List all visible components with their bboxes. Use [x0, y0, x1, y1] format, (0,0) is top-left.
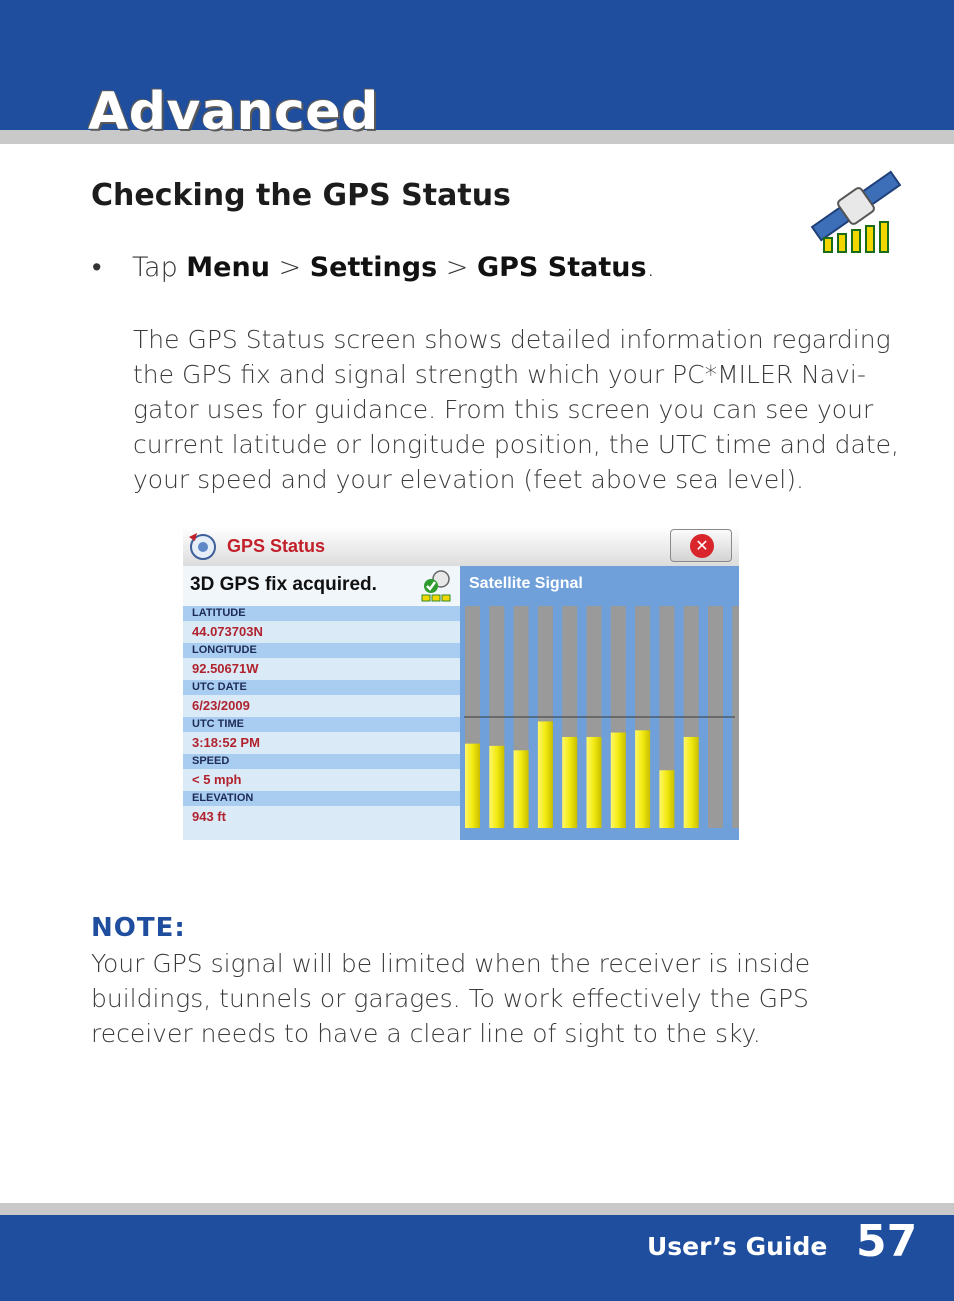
longitude-value: 92.50671W [183, 658, 460, 680]
settings-label: Settings [309, 252, 438, 283]
separator: > [437, 252, 477, 283]
note-line: buildings, tunnels or garages. To work effectively the GPS [91, 984, 809, 1013]
elevation-value: 943 ft [183, 806, 460, 828]
satellite-signal-panel [460, 566, 739, 840]
satellite-signal-icon [804, 168, 908, 256]
page-number: 57 [856, 1216, 918, 1267]
signal-bar [514, 750, 529, 828]
fix-status-text: 3D GPS fix acquired. [190, 574, 377, 595]
signal-bar [635, 730, 650, 828]
body-line: gator uses for guidance. From this screen you can see your [133, 395, 874, 424]
signal-bar [611, 733, 626, 828]
instruction-lead: Tap [132, 252, 187, 283]
note-body [91, 946, 851, 1051]
instruction-line [92, 252, 655, 283]
body-line: the GPS fix and signal strength which your PC*MILER Navi- [133, 360, 866, 389]
note-heading: NOTE: [91, 913, 186, 943]
close-button[interactable] [670, 529, 732, 562]
utc-date-value: 6/23/2009 [183, 695, 460, 717]
signal-bar [538, 721, 553, 828]
device-title: GPS Status [227, 536, 326, 556]
signal-bar [489, 746, 504, 828]
fix-check-icon [419, 568, 455, 604]
longitude-label: LONGITUDE [183, 643, 460, 658]
speed-value: < 5 mph [183, 769, 460, 791]
utc-date-label: UTC DATE [183, 680, 460, 695]
gps-status-screenshot [183, 527, 739, 840]
signal-bar [684, 737, 699, 828]
chapter-title: Advanced [88, 82, 379, 142]
gps-fields [183, 606, 460, 828]
gps-status-icon [185, 529, 221, 561]
gps-info-panel [183, 566, 460, 840]
elevation-label: ELEVATION [183, 791, 460, 806]
close-icon: ✕ [690, 534, 714, 558]
body-line: your speed and your elevation (feet above sea level). [133, 465, 804, 494]
footer-rule [0, 1203, 954, 1215]
body-line: The GPS Status screen shows detailed information regarding [133, 325, 891, 354]
gps-status-label: GPS Status [476, 252, 647, 283]
body-paragraph [133, 322, 899, 497]
section-title: Checking the GPS Status [91, 178, 511, 213]
bullet: • [92, 252, 102, 283]
signal-bar [465, 744, 480, 828]
utc-time-label: UTC TIME [183, 717, 460, 732]
speed-label: SPEED [183, 754, 460, 769]
latitude-value: 44.073703N [183, 621, 460, 643]
footer-label: User’s Guide [647, 1232, 828, 1261]
satellite-signal-title: Satellite Signal [469, 575, 583, 592]
satellite-signal-chart [460, 606, 739, 832]
device-titlebar [183, 527, 739, 567]
note-line: Your GPS signal will be limited when the receiver is inside [91, 949, 811, 978]
menu-label: Menu [186, 252, 270, 283]
separator: > [269, 252, 310, 283]
note-line: receiver needs to have a clear line of sight to the sky. [91, 1019, 761, 1048]
latitude-label: LATITUDE [183, 606, 460, 621]
signal-bar [562, 737, 577, 828]
instruction-end: . [646, 252, 656, 283]
fix-status-row [183, 566, 460, 606]
body-line: current latitude or longitude position, the UTC time and date, [133, 430, 899, 459]
signal-bar [587, 737, 602, 828]
signal-bar [659, 770, 674, 828]
utc-time-value: 3:18:52 PM [183, 732, 460, 754]
